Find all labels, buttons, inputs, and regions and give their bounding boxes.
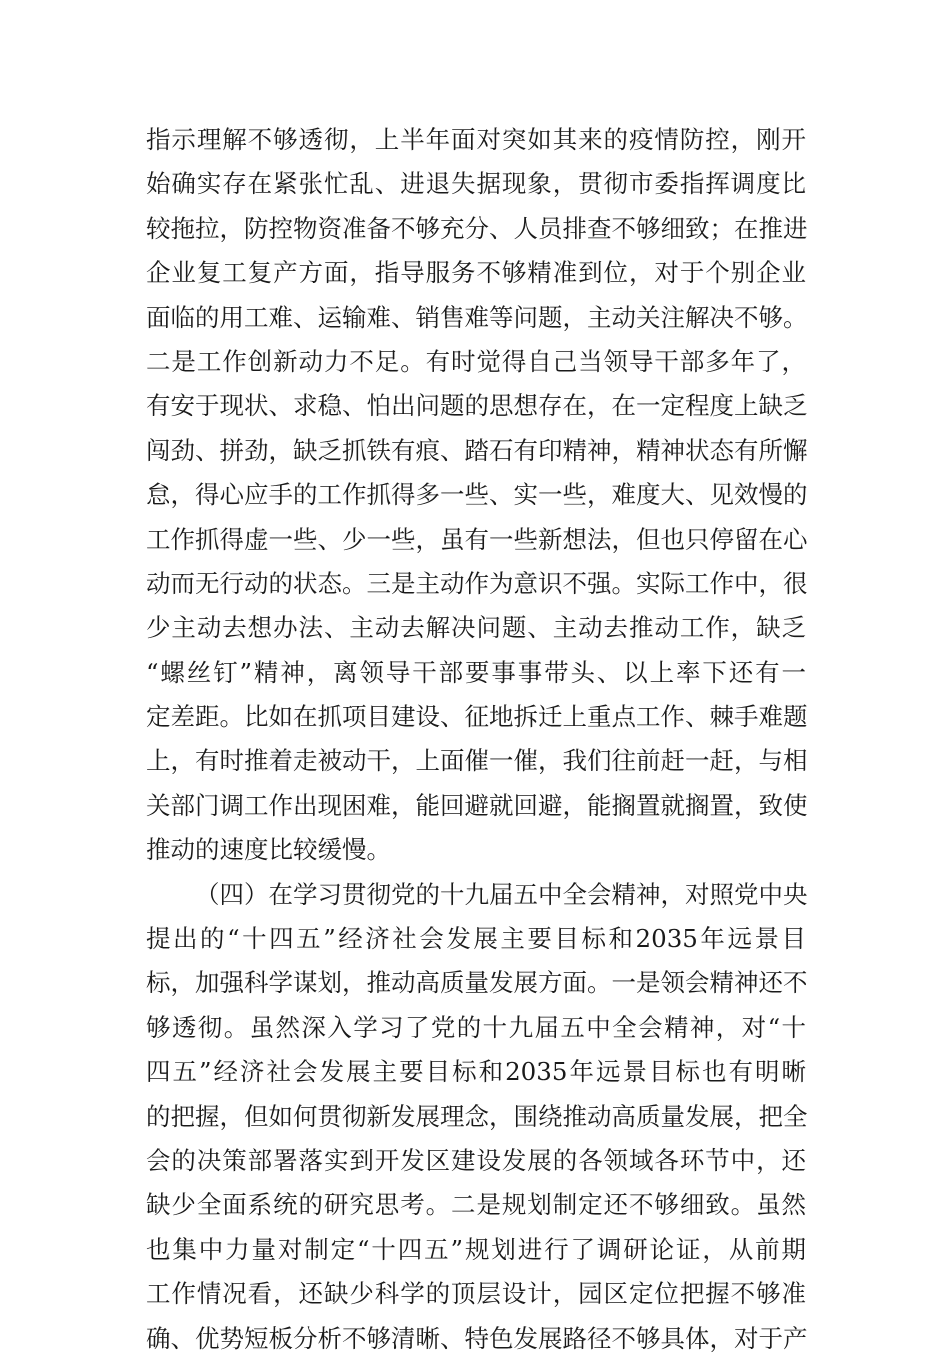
text-line: “螺丝钉”精神，离领导干部要事事带头、以上率下还有一: [146, 657, 806, 687]
text-line: 始确实存在紧张忙乱、进退失据现象，贯彻市委指挥调度比: [146, 169, 806, 199]
text-line: 关部门调工作出现困难，能回避就回避，能搁置就搁置，致使: [146, 790, 808, 820]
text-line: 四五”经济社会发展主要目标和2035年远景目标也有明晰: [146, 1057, 806, 1087]
text-line: 标，加强科学谋划，推动高质量发展方面。一是领会精神还不: [146, 968, 808, 998]
text-line: 工作抓得虚一些、少一些，虽有一些新想法，但也只停留在心: [146, 524, 808, 554]
body-text: [146, 118, 806, 1361]
text-line: 的把握，但如何贯彻新发展理念，围绕推动高质量发展，把全: [146, 1101, 808, 1131]
text-line: 工作情况看，还缺少科学的顶层设计，园区定位把握不够准: [146, 1279, 806, 1309]
text-line: （四）在学习贯彻党的十九届五中全会精神，对照党中央: [195, 879, 808, 909]
text-line: 二是工作创新动力不足。有时觉得自己当领导干部多年了，: [146, 346, 806, 376]
text-line: 企业复工复产方面，指导服务不够精准到位，对于个别企业: [146, 258, 806, 288]
text-line: 较拖拉，防控物资准备不够充分、人员排查不够细致；在推进: [146, 213, 808, 243]
text-line: 面临的用工难、运输难、销售难等问题，主动关注解决不够。: [146, 302, 808, 332]
text-line: 推动的速度比较缓慢。: [146, 835, 391, 865]
text-line: 指示理解不够透彻，上半年面对突如其来的疫情防控，刚开: [146, 125, 806, 154]
text-line: 定差距。比如在抓项目建设、征地拆迁上重点工作、棘手难题: [146, 702, 808, 732]
text-line: 缺少全面系统的研究思考。二是规划制定还不够细致。虽然: [146, 1190, 806, 1220]
text-line: 动而无行动的状态。三是主动作为意识不强。实际工作中，很: [146, 568, 808, 598]
text-line: 会的决策部署落实到开发区建设发展的各领域各环节中，还: [146, 1145, 806, 1175]
text-line: 够透彻。虽然深入学习了党的十九届五中全会精神，对“十: [146, 1012, 806, 1042]
text-line: 怠，得心应手的工作抓得多一些、实一些，难度大、见效慢的: [146, 480, 808, 510]
text-line: 也集中力量对制定“十四五”规划进行了调研论证，从前期: [146, 1234, 806, 1264]
text-line: 有安于现状、求稳、怕出问题的思想存在，在一定程度上缺乏: [146, 391, 808, 421]
text-line: 确、优势短板分析不够清晰、特色发展路径不够具体，对于产: [146, 1323, 808, 1353]
text-line: 少主动去想办法、主动去解决问题、主动去推动工作，缺乏: [146, 613, 806, 643]
text-line: 上，有时推着走被动干，上面催一催，我们往前赶一赶，与相: [146, 746, 808, 776]
text-line: 闯劲、拼劲，缺乏抓铁有痕、踏石有印精神，精神状态有所懈: [146, 435, 808, 465]
text-line: 提出的“十四五”经济社会发展主要目标和2035年远景目: [146, 924, 806, 954]
